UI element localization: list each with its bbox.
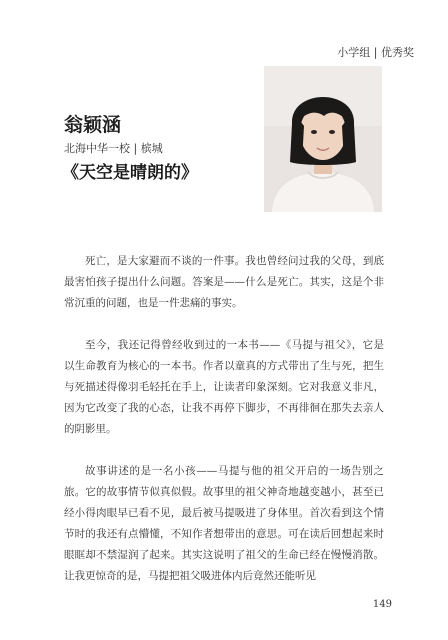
essay-paragraph: 死亡，是大家避而不谈的一件事。我也曾经问过我的父母，到底最害怕孩子提出什么问题。答案是——什么是死亡。其实，这是个非常沉重的问题，也是一件悲痛的事实。 xyxy=(64,255,384,309)
essay-paragraph: 至今，我还记得曾经收到过的一本书——《马提与祖父》，它是以生命教育为核心的一本书。作者以童真的方式带出了生与死，把生与死描述得像羽毛轻托在手上，让读者印象深刻。它对我意义非凡，因为它改变了我的心态，让我不再停下脚步，不再徘徊在那失去亲人的阴影里。 xyxy=(64,339,384,435)
category-label: 小学组 | 优秀奖 xyxy=(337,46,414,59)
author-photo xyxy=(264,66,382,212)
author-name: 翁颖涵 xyxy=(64,114,122,136)
page-number: 149 xyxy=(372,599,392,610)
essay-body xyxy=(64,251,384,608)
essay-title: 《天空是晴朗的》 xyxy=(62,163,198,183)
essay-paragraph: 故事讲述的是一名小孩——马提与他的祖父开启的一场告别之旅。它的故事情节似真似假。故事里的祖父神奇地越变越小，甚至已经小得肉眼早已看不见，最后被马提吸进了身体里。首次看到这个情节时的我还有点懵懂，不知作者想带出的意思。可在读后回想起来时眼眶却不禁湿润了起来。其实这说明了祖父的生命已经在慢慢消散。让我更惊奇的是，马提把祖父吸进体内后竟然还能听见 xyxy=(64,465,384,582)
author-school: 北海中华一校 | 槟城 xyxy=(64,142,163,155)
portrait-photo-icon xyxy=(264,66,382,212)
